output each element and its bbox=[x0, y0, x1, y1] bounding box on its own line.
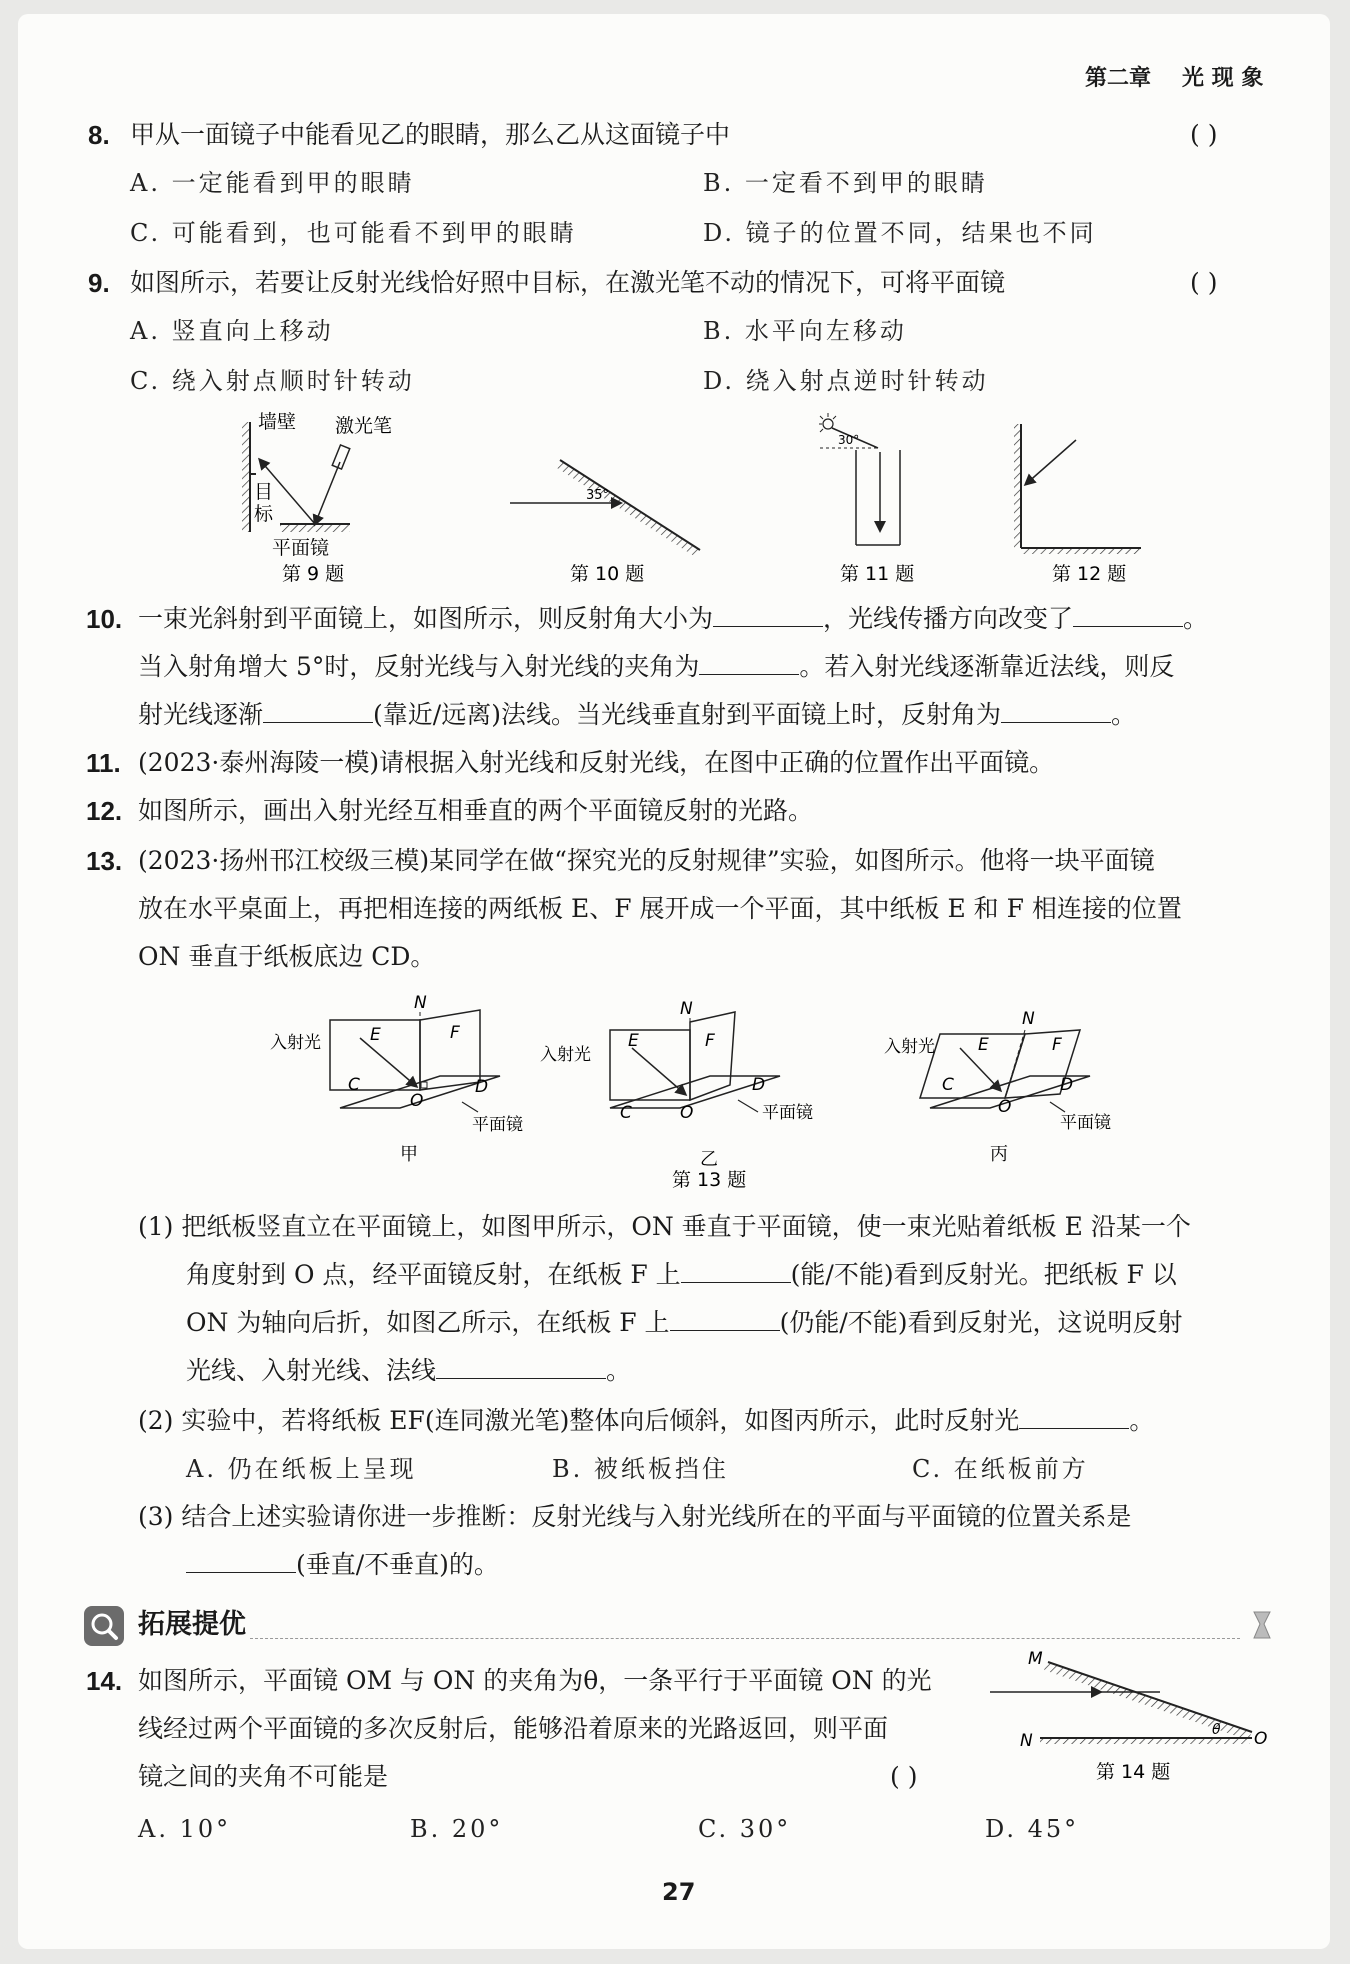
svg-text:E: E bbox=[628, 1031, 639, 1051]
svg-text:乙: 乙 bbox=[700, 1149, 718, 1170]
section-divider bbox=[250, 1638, 1240, 1639]
fig11-angle-label: 30° bbox=[838, 433, 860, 447]
q13-blank-2[interactable] bbox=[670, 1308, 780, 1331]
q14-option-c[interactable]: C. 30° bbox=[698, 1815, 792, 1843]
chapter-label: 第二章 bbox=[1085, 66, 1152, 91]
fig11-caption: 第 11 题 bbox=[840, 563, 915, 585]
q14-option-b[interactable]: B. 20° bbox=[410, 1815, 504, 1843]
q14-number: 14. bbox=[86, 1666, 123, 1696]
q13-part1-line4: 光线、入射光线、法线 。 bbox=[186, 1356, 632, 1385]
q10-blank-3[interactable] bbox=[699, 652, 799, 675]
q14-option-a[interactable]: A. 10° bbox=[138, 1815, 232, 1843]
q13-part1-line1: (1) 把纸板竖直立在平面镜上，如图甲所示，ON 垂直于平面镜，使一束光贴着纸板 E 沿某一个 bbox=[138, 1212, 1191, 1241]
svg-text:入射光: 入射光 bbox=[540, 1045, 591, 1065]
q11-number: 11. bbox=[86, 748, 121, 778]
q14-line2: 线经过两个平面镜的多次反射后，能够沿着原来的光路返回，则平面 bbox=[138, 1714, 889, 1743]
fig13-jia bbox=[270, 993, 523, 1165]
svg-text:M: M bbox=[1028, 1649, 1043, 1669]
fig13-caption: 第 13 题 bbox=[672, 1169, 747, 1191]
svg-text:丙: 丙 bbox=[990, 1144, 1008, 1165]
svg-text:N: N bbox=[1020, 1731, 1033, 1751]
q14-option-d[interactable]: D. 45° bbox=[985, 1815, 1080, 1843]
svg-text:C: C bbox=[942, 1075, 954, 1095]
q13-blank-5[interactable] bbox=[186, 1550, 296, 1573]
svg-text:平面镜: 平面镜 bbox=[762, 1103, 813, 1123]
q13-blank-3[interactable] bbox=[436, 1356, 606, 1379]
page-number: 27 bbox=[662, 1878, 696, 1906]
svg-text:F: F bbox=[705, 1031, 715, 1051]
svg-text:平面镜: 平面镜 bbox=[472, 1115, 523, 1135]
q14-answer-paren: ( ) bbox=[890, 1762, 918, 1791]
q13-part2-option-c[interactable]: C. 在纸板前方 bbox=[912, 1455, 1089, 1483]
svg-text:N: N bbox=[1022, 1009, 1035, 1029]
q10-line2: 当入射角增大 5°时，反射光线与入射光线的夹角为 。若入射光线逐渐靠近法线，则反 bbox=[138, 652, 1175, 681]
q9-option-d[interactable]: D. 绕入射点逆时针转动 bbox=[703, 367, 989, 395]
q13-part3-line2: (垂直/不垂直)的。 bbox=[186, 1550, 499, 1580]
fig9-target-label-2: 标 bbox=[254, 503, 274, 525]
q13-part2: (2) 实验中，若将纸板 EF(连同激光笔)整体向后倾斜，如图丙所示，此时反射光 。 bbox=[138, 1406, 1155, 1435]
fig14-caption: 第 14 题 bbox=[1096, 1761, 1171, 1783]
figure-13 bbox=[270, 990, 1160, 1191]
fig13-bing bbox=[884, 1009, 1111, 1165]
figure-11 bbox=[819, 413, 914, 585]
q9-stem: 如图所示，若要让反射光线恰好照中目标，在激光笔不动的情况下，可将平面镜 bbox=[130, 268, 1006, 297]
fig9-laser-label: 激光笔 bbox=[335, 415, 393, 437]
fig10-angle-label: 35° bbox=[586, 488, 610, 503]
magnifier-icon bbox=[84, 1606, 124, 1646]
fig9-target-label-1: 目 bbox=[254, 481, 274, 503]
svg-text:E: E bbox=[370, 1025, 381, 1045]
q8-stem: 甲从一面镜子中能看见乙的眼睛，那么乙从这面镜子中 bbox=[130, 120, 731, 149]
figure-14 bbox=[980, 1640, 1280, 1790]
q13-part2-option-b[interactable]: B. 被纸板挡住 bbox=[552, 1455, 729, 1483]
q8-answer-paren: ( ) bbox=[1190, 120, 1218, 149]
q13-part2-option-a[interactable]: A. 仍在纸板上呈现 bbox=[186, 1455, 417, 1483]
q8-option-b[interactable]: B. 一定看不到甲的眼睛 bbox=[703, 169, 988, 197]
q8-number: 8. bbox=[88, 120, 110, 150]
q13-line1: (2023·扬州邗江校级三模)某同学在做“探究光的反射规律”实验，如图所示。他将一块平面镜 bbox=[138, 846, 1155, 875]
q9-option-c[interactable]: C. 绕入射点顺时针转动 bbox=[130, 367, 415, 395]
svg-text:C: C bbox=[620, 1103, 632, 1123]
svg-text:甲: 甲 bbox=[400, 1144, 418, 1165]
svg-text:θ: θ bbox=[1212, 1722, 1221, 1738]
fig9-mirror-label: 平面镜 bbox=[272, 537, 330, 559]
svg-text:平面镜: 平面镜 bbox=[1060, 1113, 1111, 1133]
q13-part3-line1: (3) 结合上述实验请你进一步推断：反射光线与入射光线所在的平面与平面镜的位置关系是 bbox=[138, 1502, 1132, 1531]
svg-text:F: F bbox=[450, 1023, 460, 1043]
q9-option-a[interactable]: A. 竖直向上移动 bbox=[130, 317, 334, 345]
q8-option-a[interactable]: A. 一定能看到甲的眼睛 bbox=[130, 169, 415, 197]
q9-answer-paren: ( ) bbox=[1190, 268, 1218, 297]
svg-text:O: O bbox=[998, 1097, 1012, 1117]
chapter-title: 光 现 象 bbox=[1182, 66, 1264, 91]
q10-blank-1[interactable] bbox=[713, 604, 823, 627]
fig9-wall-label: 墙壁 bbox=[258, 411, 297, 433]
section-icon-box bbox=[84, 1606, 124, 1646]
svg-text:C: C bbox=[348, 1075, 360, 1095]
svg-text:入射光: 入射光 bbox=[884, 1037, 935, 1057]
svg-text:F: F bbox=[1052, 1035, 1062, 1055]
svg-text:入射光: 入射光 bbox=[270, 1033, 321, 1053]
figure-10 bbox=[510, 460, 700, 585]
figure-9 bbox=[242, 411, 392, 585]
svg-text:D: D bbox=[752, 1075, 766, 1095]
fig12-caption: 第 12 题 bbox=[1052, 563, 1127, 585]
q10-blank-5[interactable] bbox=[1001, 700, 1111, 723]
q10-blank-2[interactable] bbox=[1073, 604, 1183, 627]
decor-icon bbox=[1248, 1608, 1278, 1642]
svg-text:N: N bbox=[680, 999, 693, 1019]
svg-text:O: O bbox=[1254, 1729, 1268, 1749]
q10-blank-4[interactable] bbox=[263, 700, 373, 723]
svg-text:N: N bbox=[414, 993, 427, 1013]
q10-number: 10. bbox=[86, 604, 123, 634]
q12-text: 如图所示，画出入射光经互相垂直的两个平面镜反射的光路。 bbox=[138, 796, 814, 825]
svg-text:E: E bbox=[978, 1035, 989, 1055]
figure-12 bbox=[1014, 424, 1141, 585]
fig13-yi bbox=[540, 999, 813, 1191]
q9-number: 9. bbox=[88, 268, 110, 298]
svg-text:O: O bbox=[680, 1103, 694, 1123]
figures-row-1 bbox=[200, 410, 1200, 590]
section-title: 拓展提优 bbox=[138, 1609, 246, 1640]
q14-line3: 镜之间的夹角不可能是 bbox=[138, 1762, 389, 1791]
q14-line1: 如图所示，平面镜 OM 与 ON 的夹角为θ，一条平行于平面镜 ON 的光 bbox=[138, 1666, 932, 1695]
q11-text: (2023·泰州海陵一模)请根据入射光线和反射光线，在图中正确的位置作出平面镜。 bbox=[138, 748, 1055, 777]
q12-number: 12. bbox=[86, 796, 123, 826]
q10-line3: 射光线逐渐 (靠近/远离)法线。当光线垂直射到平面镜上时，反射角为 。 bbox=[138, 700, 1136, 729]
q9-option-b[interactable]: B. 水平向左移动 bbox=[703, 317, 907, 345]
q13-line2: 放在水平桌面上，再把相连接的两纸板 E、F 展开成一个平面，其中纸板 E 和 F 相连接的位置 bbox=[138, 894, 1182, 923]
svg-text:D: D bbox=[475, 1077, 489, 1097]
fig10-caption: 第 10 题 bbox=[570, 563, 645, 585]
q13-blank-1[interactable] bbox=[681, 1260, 791, 1283]
q13-part1-line2: 角度射到 O 点，经平面镜反射，在纸板 F 上 (能/不能)看到反射光。把纸板 F 以 bbox=[186, 1260, 1177, 1289]
fig9-caption: 第 9 题 bbox=[282, 563, 345, 585]
q10-line1: 一束光斜射到平面镜上，如图所示，则反射角大小为 ，光线传播方向改变了 。 bbox=[138, 604, 1209, 633]
q13-part1-line3: ON 为轴向后折，如图乙所示，在纸板 F 上 (仍能/不能)看到反射光，这说明反射 bbox=[186, 1308, 1183, 1337]
q13-blank-4[interactable] bbox=[1019, 1406, 1129, 1429]
q13-number: 13. bbox=[86, 846, 123, 876]
svg-text:D: D bbox=[1060, 1075, 1074, 1095]
q8-option-d[interactable]: D. 镜子的位置不同，结果也不同 bbox=[703, 219, 1097, 247]
q13-line3: ON 垂直于纸板底边 CD。 bbox=[138, 942, 436, 971]
svg-text:O: O bbox=[410, 1091, 424, 1111]
q8-option-c[interactable]: C. 可能看到，也可能看不到甲的眼睛 bbox=[130, 219, 577, 247]
